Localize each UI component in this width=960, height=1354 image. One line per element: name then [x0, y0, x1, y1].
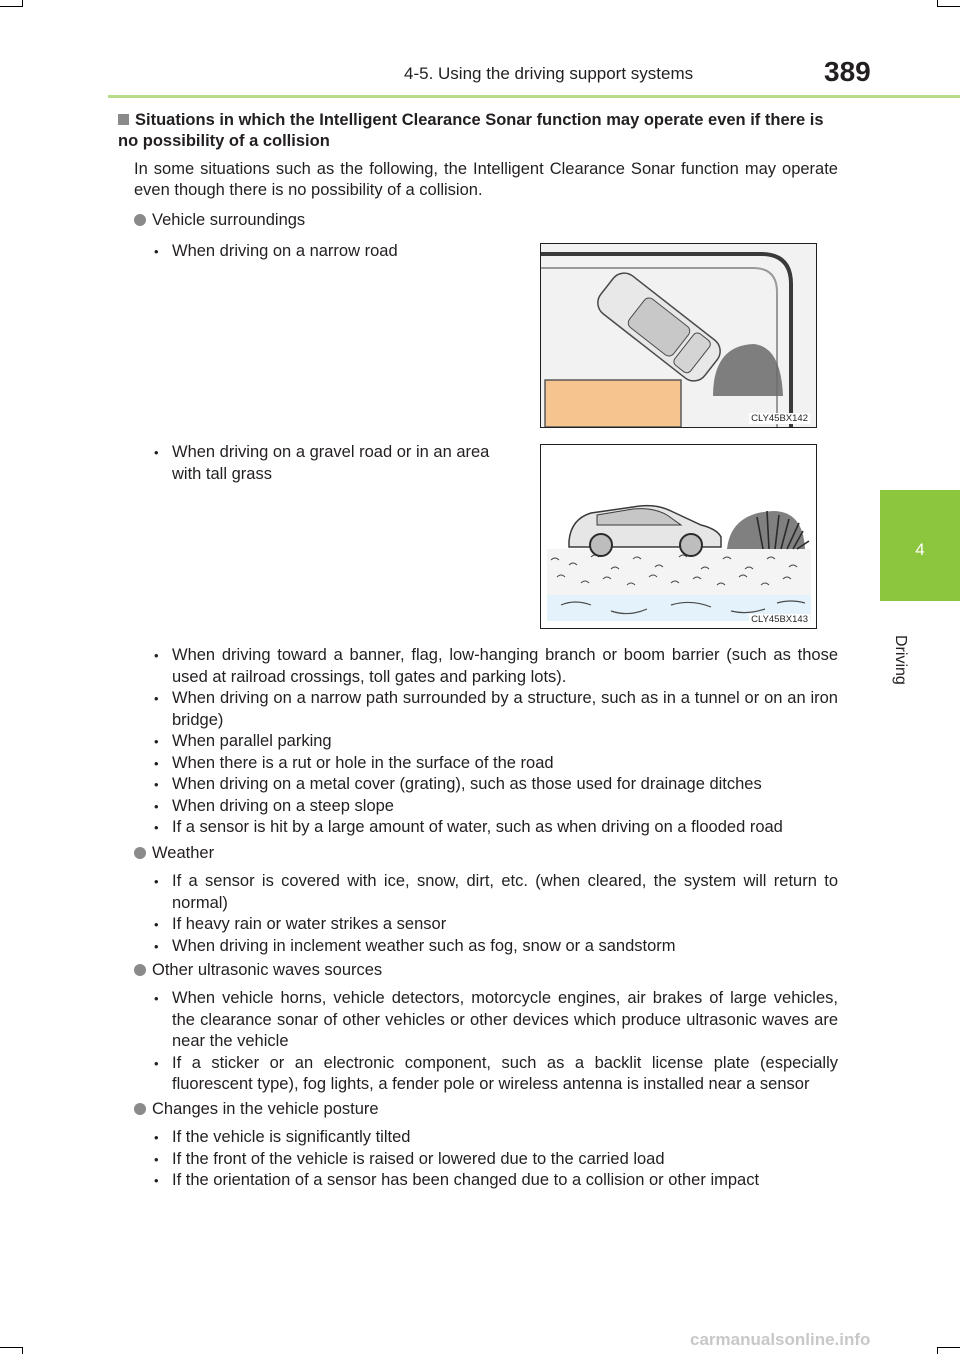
list-item: • When driving on a narrow path surrounded by a structure, such as in a tunnel or on an iron bridge) [154, 688, 838, 731]
category-title: Weather [152, 844, 215, 862]
list-item: • If the orientation of a sensor has been changed due to a collision or other impact [154, 1170, 838, 1192]
category-heading [134, 843, 214, 864]
crop-mark [938, 6, 960, 7]
circle-bullet-icon [134, 964, 146, 976]
weather-list [154, 871, 838, 957]
page-number: 389 [824, 56, 871, 87]
obstacle-wall [545, 380, 681, 427]
figure-code: CLY45BX143 [751, 614, 808, 625]
circle-bullet-icon [134, 1103, 146, 1115]
list-item: • When driving on a narrow road [154, 241, 504, 263]
figure-item-list [154, 241, 504, 263]
figure-code: CLY45BX142 [751, 413, 808, 424]
list-item: • When driving in inclement weather such as fog, snow or a sandstorm [154, 936, 838, 958]
category-title: Changes in the vehicle posture [152, 1100, 379, 1118]
crop-mark [938, 1347, 960, 1348]
list-item: • When there is a rut or hole in the surface of the road [154, 753, 838, 775]
ultrasonic-list [154, 988, 838, 1096]
section-title [118, 110, 848, 152]
list-item: • When parallel parking [154, 731, 838, 753]
category-heading [134, 960, 382, 981]
narrow-road-illustration [541, 244, 816, 427]
square-bullet-icon [118, 114, 129, 125]
crop-mark [0, 6, 22, 7]
crop-mark [937, 1347, 938, 1354]
section-title-text: Situations in which the Intelligent Clearance Sonar function may operate even if there is no possibility of a collision [118, 111, 824, 150]
figure-gravel-road [540, 444, 817, 629]
circle-bullet-icon [134, 214, 146, 226]
crop-mark [22, 0, 23, 7]
list-item: • When driving on a steep slope [154, 796, 838, 818]
crop-mark [0, 1347, 22, 1348]
list-item: • If heavy rain or water strikes a sensor [154, 914, 838, 936]
category-title: Vehicle surroundings [152, 211, 306, 229]
watermark: carmanualsonline.info [690, 1330, 871, 1349]
running-header: 4-5. Using the driving support systems [404, 64, 694, 83]
chapter-label-text: Driving [892, 635, 909, 685]
chapter-label [885, 635, 919, 690]
posture-list [154, 1127, 838, 1192]
surroundings-list [154, 645, 838, 839]
category-heading [134, 210, 305, 231]
list-item: • If the front of the vehicle is raised or lowered due to the carried load [154, 1149, 838, 1171]
intro-paragraph: In some situations such as the following, the Intelligent Clearance Sonar function may operate even though there is no possibility of a collision. [134, 160, 838, 199]
list-item: • When driving on a metal cover (grating), such as those used for drainage ditches [154, 774, 838, 796]
crop-mark [937, 0, 938, 7]
list-item: • When vehicle horns, vehicle detectors, motorcycle engines, air brakes of large vehicles, the clearance sonar of other vehicles or other devices which produce ultrasonic waves are near the vehicle [154, 988, 838, 1053]
circle-bullet-icon [134, 847, 146, 859]
crop-mark [22, 1347, 23, 1354]
list-item: • If the vehicle is significantly tilted [154, 1127, 838, 1149]
category-title: Other ultrasonic waves sources [152, 961, 383, 979]
gravel-road-illustration [541, 445, 816, 628]
list-item: • If a sensor is covered with ice, snow, dirt, etc. (when cleared, the system will return to normal) [154, 871, 838, 914]
list-item: • When driving toward a banner, flag, low-hanging branch or boom barrier (such as those used at railroad crossings, toll gates and parking lots). [154, 645, 838, 688]
header-rule [108, 95, 960, 98]
chapter-number: 4 [915, 540, 925, 559]
category-heading [134, 1099, 379, 1120]
figure-narrow-road [540, 243, 817, 428]
list-item: • When driving on a gravel road or in an area with tall grass [154, 442, 504, 485]
list-item: • If a sensor is hit by a large amount of water, such as when driving on a flooded road [154, 817, 838, 839]
figure-item-list [154, 442, 504, 485]
list-item: • If a sticker or an electronic component, such as a backlit license plate (especially fluorescent type), fog lights, a fender pole or wireless antenna is installed near a sensor [154, 1053, 838, 1096]
